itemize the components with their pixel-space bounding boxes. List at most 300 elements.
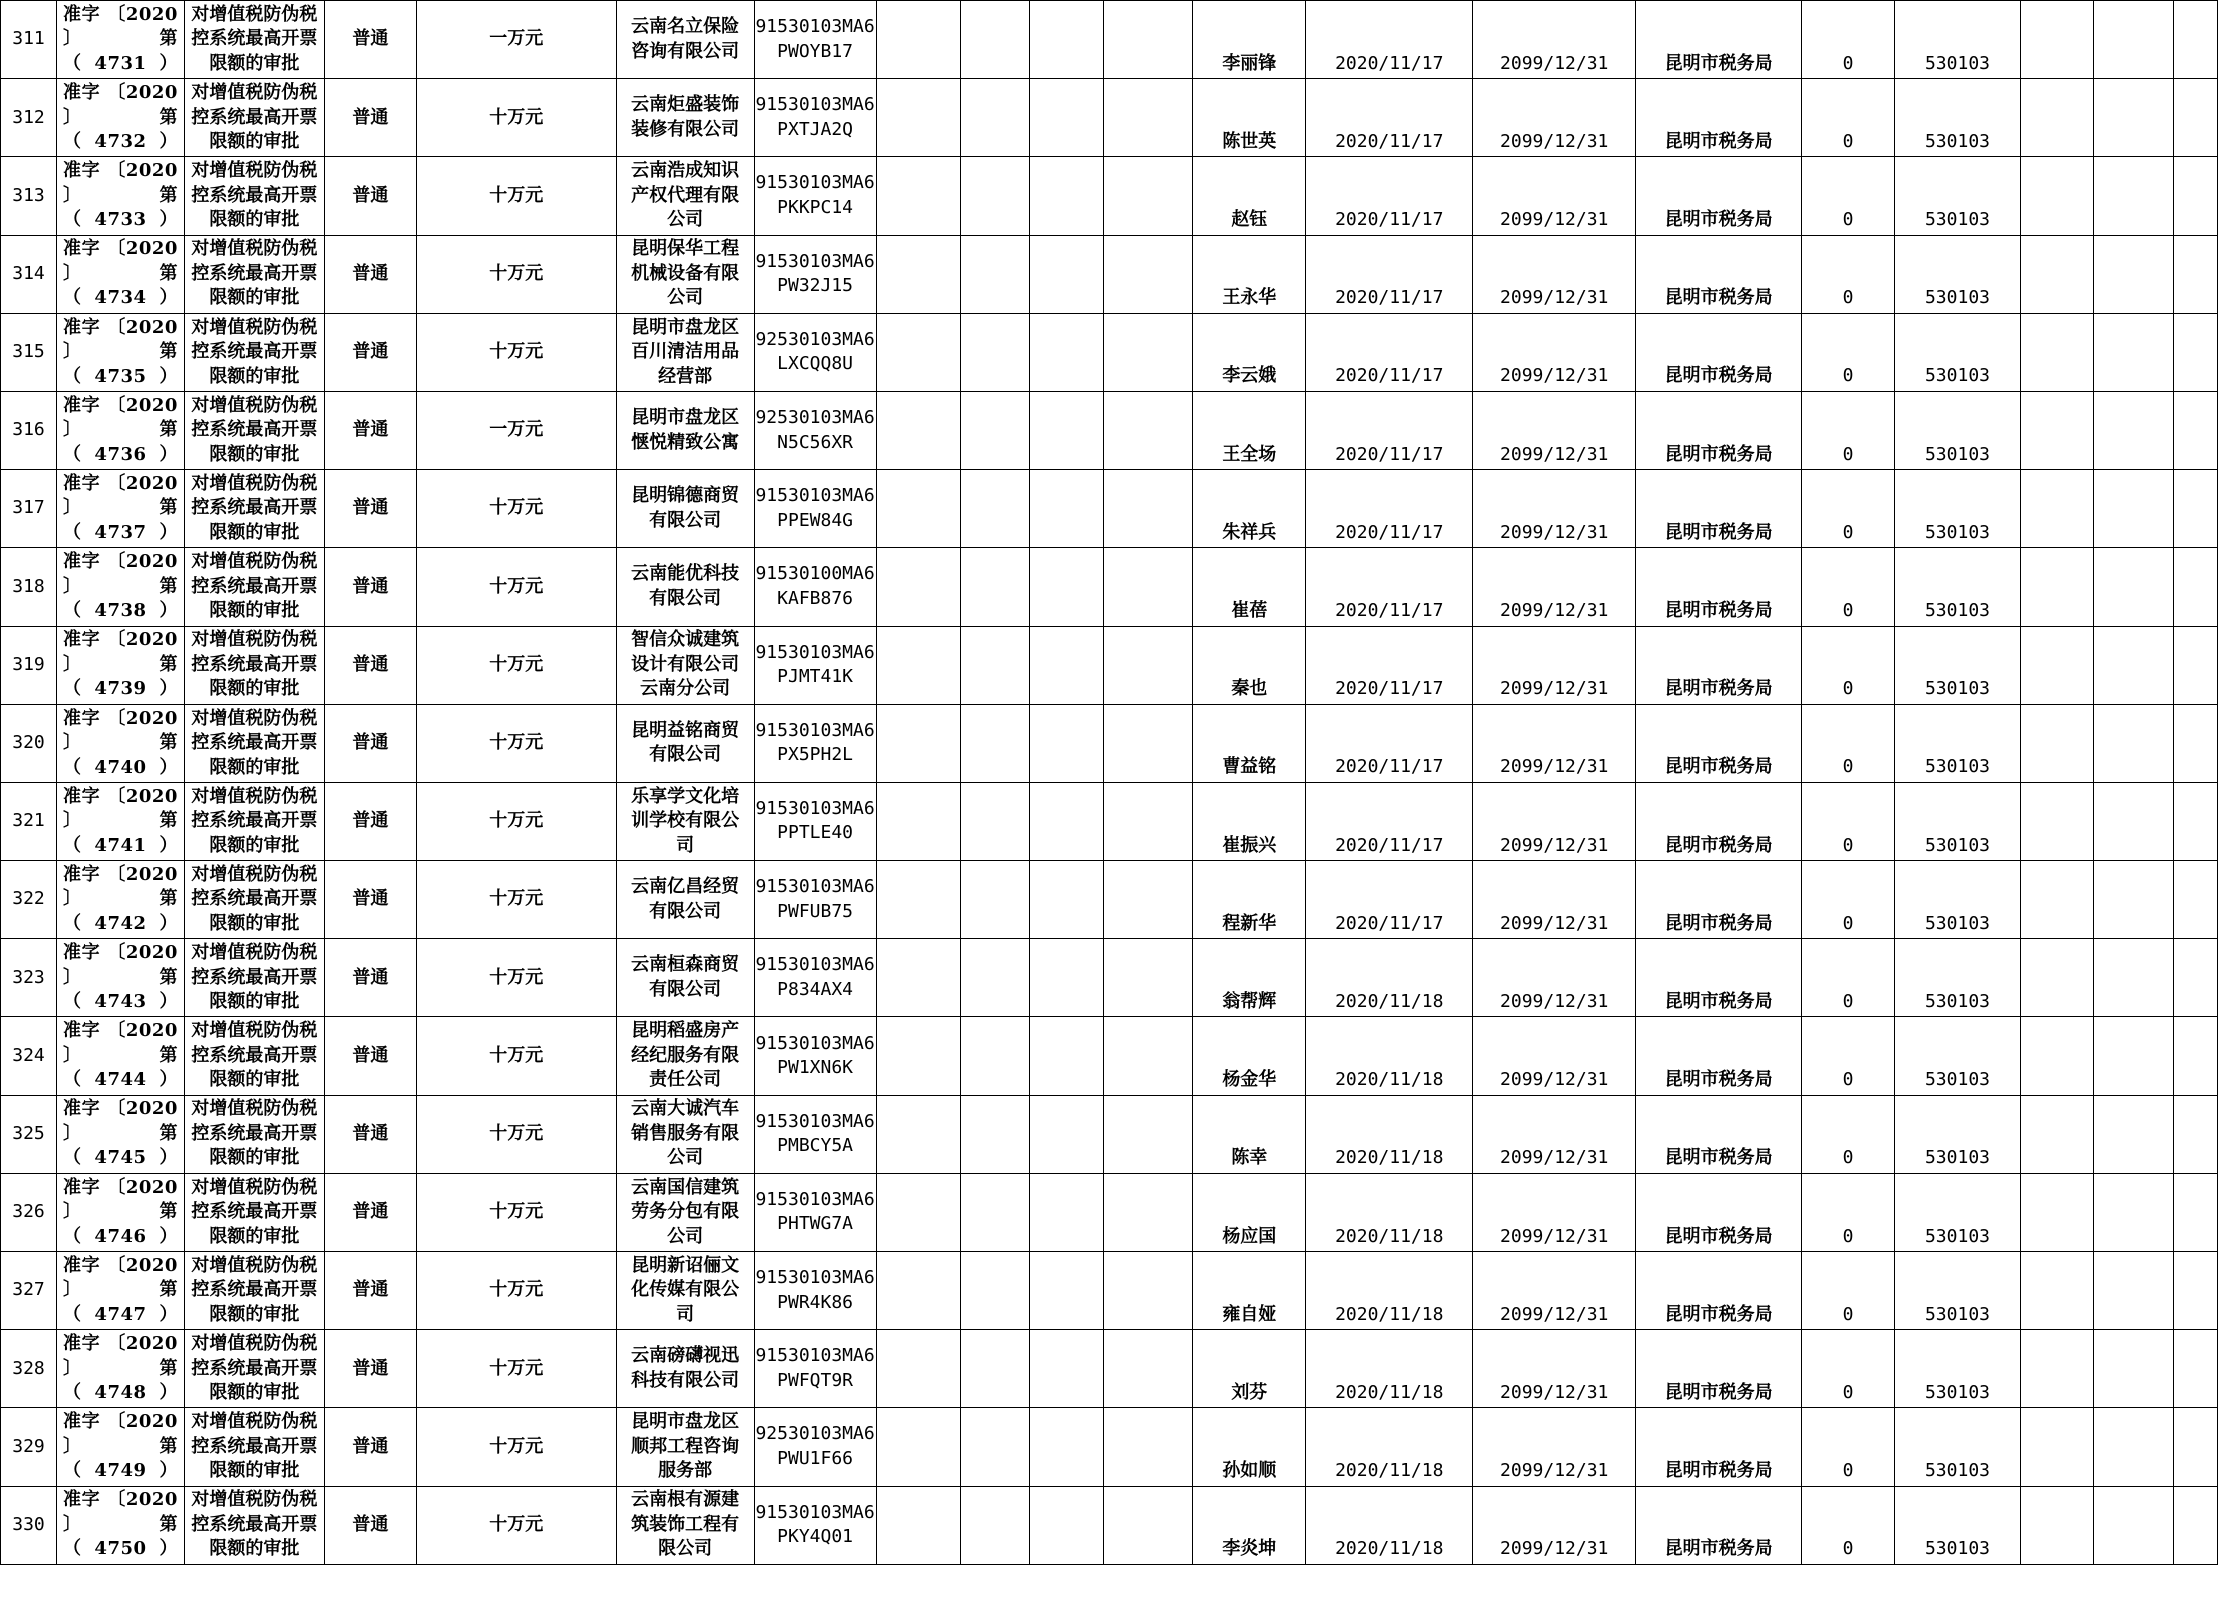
invoice-limit: 十万元 (416, 1173, 616, 1251)
invoice-limit: 十万元 (416, 1408, 616, 1486)
empty-cell (1104, 313, 1193, 391)
issuing-agency: 昆明市税务局 (1636, 79, 1802, 157)
invoice-limit: 十万元 (416, 235, 616, 313)
credit-code-line: PWFUB75 (777, 900, 854, 922)
license-type: 普通 (324, 1330, 416, 1408)
valid-from-date: 2020/11/18 (1306, 1173, 1473, 1251)
empty-cell (2173, 626, 2217, 704)
empty-cell (876, 1017, 960, 1095)
approval-item-line: 控系统最高开票 (191, 262, 318, 284)
empty-cell (2093, 1173, 2173, 1251)
document-number-line: （4733） (62, 209, 178, 231)
document-number-line: 〕 第 (62, 1044, 178, 1066)
row-number: 320 (1, 704, 57, 782)
company-name-line: 昆明益铭商贸 (631, 719, 740, 741)
company-name-line: 昆明市盘龙区 (631, 316, 740, 338)
region-code: 530103 (1895, 1486, 2021, 1564)
invoice-limit: 十万元 (416, 313, 616, 391)
table-row (1, 939, 2218, 1017)
document-number (56, 939, 184, 1017)
approval-item-line: 对增值税防伪税 (191, 785, 318, 807)
empty-cell (2020, 1408, 2093, 1486)
status-code: 0 (1802, 79, 1895, 157)
document-number-line: 〕 第 (62, 1279, 178, 1301)
document-number (56, 782, 184, 860)
empty-cell (1030, 157, 1104, 235)
company-name-line: 责任公司 (649, 1069, 722, 1091)
approval-item (184, 391, 324, 469)
row-number: 325 (1, 1095, 57, 1173)
company-name-line: 经纪服务有限 (631, 1044, 740, 1066)
empty-cell (960, 1486, 1030, 1564)
table-row (1, 157, 2218, 235)
invoice-limit: 十万元 (416, 548, 616, 626)
credit-code-line: 91530103MA6 (755, 1110, 875, 1132)
valid-from-date: 2020/11/17 (1306, 79, 1473, 157)
valid-to-date: 2099/12/31 (1473, 1252, 1636, 1330)
empty-cell (2093, 548, 2173, 626)
document-number (56, 157, 184, 235)
approval-item-line: 控系统最高开票 (191, 1279, 318, 1301)
empty-cell (960, 79, 1030, 157)
empty-cell (876, 1095, 960, 1173)
empty-cell (1104, 704, 1193, 782)
license-type: 普通 (324, 861, 416, 939)
empty-cell (2020, 157, 2093, 235)
approval-item-line: 对增值税防伪税 (191, 316, 318, 338)
document-number (56, 1330, 184, 1408)
approval-item (184, 1330, 324, 1408)
legal-representative: 李炎坤 (1193, 1486, 1306, 1564)
empty-cell (2173, 704, 2217, 782)
empty-cell (876, 391, 960, 469)
table-row (1, 1017, 2218, 1095)
issuing-agency: 昆明市税务局 (1636, 1095, 1802, 1173)
issuing-agency: 昆明市税务局 (1636, 1173, 1802, 1251)
empty-cell (960, 1330, 1030, 1408)
credit-code (754, 235, 876, 313)
empty-cell (876, 1252, 960, 1330)
region-code: 530103 (1895, 861, 2021, 939)
document-number-line: 准字 〔2020 (62, 1020, 178, 1042)
company-name-line: 云南分公司 (640, 678, 731, 700)
issuing-agency: 昆明市税务局 (1636, 1017, 1802, 1095)
valid-to-date: 2099/12/31 (1473, 1173, 1636, 1251)
empty-cell (1030, 939, 1104, 1017)
empty-cell (2020, 1017, 2093, 1095)
issuing-agency: 昆明市税务局 (1636, 861, 1802, 939)
document-number (56, 1095, 184, 1173)
company-name (616, 1095, 754, 1173)
empty-cell (876, 1408, 960, 1486)
license-type: 普通 (324, 704, 416, 782)
empty-cell (2093, 626, 2173, 704)
status-code: 0 (1802, 1408, 1895, 1486)
credit-code-line: PPTLE40 (777, 822, 854, 844)
legal-representative: 李丽锋 (1193, 1, 1306, 79)
legal-representative: 雍自娅 (1193, 1252, 1306, 1330)
credit-code-line: 92530103MA6 (755, 1423, 875, 1445)
empty-cell (2173, 861, 2217, 939)
empty-cell (2173, 1408, 2217, 1486)
valid-to-date: 2099/12/31 (1473, 313, 1636, 391)
company-name-line: 训学校有限公 (631, 810, 740, 832)
approval-item (184, 1, 324, 79)
document-number-line: 准字 〔2020 (62, 1176, 178, 1198)
issuing-agency: 昆明市税务局 (1636, 626, 1802, 704)
invoice-limit: 十万元 (416, 1017, 616, 1095)
company-name (616, 861, 754, 939)
approval-item (184, 548, 324, 626)
approval-item (184, 235, 324, 313)
valid-from-date: 2020/11/17 (1306, 861, 1473, 939)
approval-item (184, 157, 324, 235)
credit-code-line: PPEW84G (777, 509, 854, 531)
document-number-line: 〕 第 (62, 184, 178, 206)
credit-code-line: PJMT41K (777, 666, 854, 688)
approval-item (184, 1173, 324, 1251)
license-type: 普通 (324, 157, 416, 235)
invoice-limit: 十万元 (416, 157, 616, 235)
row-number: 316 (1, 391, 57, 469)
document-number (56, 548, 184, 626)
company-name (616, 79, 754, 157)
company-name (616, 1330, 754, 1408)
invoice-limit: 十万元 (416, 626, 616, 704)
company-name-line: 惬悦精致公寓 (631, 431, 740, 453)
invoice-limit: 十万元 (416, 1330, 616, 1408)
valid-from-date: 2020/11/17 (1306, 235, 1473, 313)
credit-code (754, 1486, 876, 1564)
approval-item-line: 对增值税防伪税 (191, 1176, 318, 1198)
empty-cell (876, 313, 960, 391)
approval-item-line: 限额的审批 (209, 1460, 300, 1482)
document-number-line: 〕 第 (62, 966, 178, 988)
region-code: 530103 (1895, 1, 2021, 79)
empty-cell (2173, 939, 2217, 1017)
region-code: 530103 (1895, 157, 2021, 235)
empty-cell (2093, 939, 2173, 1017)
empty-cell (2173, 1, 2217, 79)
empty-cell (876, 782, 960, 860)
credit-code-line: PW32J15 (777, 275, 854, 297)
row-number: 319 (1, 626, 57, 704)
empty-cell (960, 1017, 1030, 1095)
credit-code-line: PW1XN6K (777, 1057, 854, 1079)
issuing-agency: 昆明市税务局 (1636, 1252, 1802, 1330)
approval-item-line: 限额的审批 (209, 1303, 300, 1325)
valid-to-date: 2099/12/31 (1473, 782, 1636, 860)
empty-cell (876, 79, 960, 157)
empty-cell (960, 782, 1030, 860)
document-number-line: （4749） (62, 1460, 178, 1482)
document-number-line: （4740） (62, 756, 178, 778)
approval-item-line: 控系统最高开票 (191, 1357, 318, 1379)
region-code: 530103 (1895, 391, 2021, 469)
valid-from-date: 2020/11/17 (1306, 704, 1473, 782)
row-number: 328 (1, 1330, 57, 1408)
empty-cell (1104, 1017, 1193, 1095)
approval-item-line: 限额的审批 (209, 365, 300, 387)
document-number-line: 准字 〔2020 (62, 3, 178, 25)
document-number-line: 〕 第 (62, 575, 178, 597)
company-name-line: 公司 (667, 209, 704, 231)
credit-code (754, 1330, 876, 1408)
license-type: 普通 (324, 235, 416, 313)
credit-code-line: PWR4K86 (777, 1291, 854, 1313)
document-number (56, 1, 184, 79)
company-name-line: 劳务分包有限 (631, 1201, 740, 1223)
approval-item-line: 限额的审批 (209, 678, 300, 700)
table-row (1, 1252, 2218, 1330)
company-name-line: 云南大诚汽车 (631, 1098, 740, 1120)
document-number-line: 准字 〔2020 (62, 1489, 178, 1511)
empty-cell (2173, 1173, 2217, 1251)
invoice-limit: 十万元 (416, 939, 616, 1017)
approval-item-line: 限额的审批 (209, 1538, 300, 1560)
company-name-line: 云南亿昌经贸 (631, 876, 740, 898)
valid-to-date: 2099/12/31 (1473, 1095, 1636, 1173)
credit-code-line: KAFB876 (777, 587, 854, 609)
empty-cell (1030, 626, 1104, 704)
empty-cell (2020, 1330, 2093, 1408)
company-name-line: 经营部 (658, 365, 713, 387)
approval-item-line: 控系统最高开票 (191, 1122, 318, 1144)
approval-item (184, 79, 324, 157)
credit-code-line: PMBCY5A (777, 1135, 854, 1157)
region-code: 530103 (1895, 782, 2021, 860)
empty-cell (2173, 470, 2217, 548)
credit-code (754, 313, 876, 391)
document-number-line: （4743） (62, 991, 178, 1013)
company-name-line: 云南名立保险 (631, 16, 740, 38)
document-number (56, 235, 184, 313)
approval-item-line: 控系统最高开票 (191, 732, 318, 754)
company-name-line: 服务部 (658, 1460, 713, 1482)
legal-representative: 程新华 (1193, 861, 1306, 939)
credit-code-line: 91530103MA6 (755, 1267, 875, 1289)
issuing-agency: 昆明市税务局 (1636, 782, 1802, 860)
document-number-line: 〕 第 (62, 497, 178, 519)
document-number-line: （4747） (62, 1303, 178, 1325)
empty-cell (960, 704, 1030, 782)
approval-item (184, 470, 324, 548)
empty-cell (1030, 1095, 1104, 1173)
table-row (1, 704, 2218, 782)
empty-cell (1030, 235, 1104, 313)
empty-cell (1104, 79, 1193, 157)
legal-representative: 刘芬 (1193, 1330, 1306, 1408)
company-name (616, 1252, 754, 1330)
approval-item-line: 控系统最高开票 (191, 810, 318, 832)
empty-cell (960, 861, 1030, 939)
document-number (56, 704, 184, 782)
company-name-line: 昆明市盘龙区 (631, 1411, 740, 1433)
credit-code-line: 91530103MA6 (755, 485, 875, 507)
approval-item-line: 对增值税防伪税 (191, 707, 318, 729)
status-code: 0 (1802, 1330, 1895, 1408)
status-code: 0 (1802, 626, 1895, 704)
document-number-line: 准字 〔2020 (62, 1411, 178, 1433)
approval-item-line: 对增值税防伪税 (191, 551, 318, 573)
company-name-line: 云南根有源建 (631, 1489, 740, 1511)
document-number-line: （4742） (62, 912, 178, 934)
issuing-agency: 昆明市税务局 (1636, 391, 1802, 469)
empty-cell (876, 704, 960, 782)
empty-cell (960, 1095, 1030, 1173)
row-number: 326 (1, 1173, 57, 1251)
credit-code-line: 91530103MA6 (755, 172, 875, 194)
approval-item-line: 对增值税防伪税 (191, 1489, 318, 1511)
status-code: 0 (1802, 1173, 1895, 1251)
valid-to-date: 2099/12/31 (1473, 235, 1636, 313)
approval-item-line: 对增值税防伪税 (191, 1254, 318, 1276)
company-name (616, 1486, 754, 1564)
approval-item-line: 限额的审批 (209, 600, 300, 622)
region-code: 530103 (1895, 235, 2021, 313)
license-type: 普通 (324, 1408, 416, 1486)
empty-cell (2020, 939, 2093, 1017)
empty-cell (2020, 79, 2093, 157)
region-code: 530103 (1895, 470, 2021, 548)
approval-item-line: 控系统最高开票 (191, 888, 318, 910)
document-number-line: 〕 第 (62, 1201, 178, 1223)
credit-code-line: PXTJA2Q (777, 118, 854, 140)
license-type: 普通 (324, 1252, 416, 1330)
empty-cell (2020, 1095, 2093, 1173)
credit-code-line: 91530103MA6 (755, 954, 875, 976)
empty-cell (960, 470, 1030, 548)
table-row (1, 1173, 2218, 1251)
empty-cell (1030, 1408, 1104, 1486)
credit-code-line: 91530103MA6 (755, 797, 875, 819)
document-number-line: 准字 〔2020 (62, 394, 178, 416)
issuing-agency: 昆明市税务局 (1636, 1330, 1802, 1408)
empty-cell (2020, 1486, 2093, 1564)
empty-cell (2093, 704, 2173, 782)
approval-item-line: 对增值税防伪税 (191, 1411, 318, 1433)
approval-item (184, 1252, 324, 1330)
region-code: 530103 (1895, 1017, 2021, 1095)
table-row (1, 1, 2218, 79)
empty-cell (960, 626, 1030, 704)
credit-code (754, 626, 876, 704)
region-code: 530103 (1895, 1408, 2021, 1486)
approval-item-line: 对增值税防伪税 (191, 629, 318, 651)
region-code: 530103 (1895, 704, 2021, 782)
empty-cell (1104, 1095, 1193, 1173)
company-name (616, 391, 754, 469)
status-code: 0 (1802, 313, 1895, 391)
document-number-line: （4744） (62, 1069, 178, 1091)
company-name-line: 昆明保华工程 (631, 238, 740, 260)
legal-representative: 秦也 (1193, 626, 1306, 704)
credit-code-line: 91530103MA6 (755, 1345, 875, 1367)
empty-cell (1104, 782, 1193, 860)
issuing-agency: 昆明市税务局 (1636, 548, 1802, 626)
status-code: 0 (1802, 1252, 1895, 1330)
empty-cell (1030, 391, 1104, 469)
empty-cell (2093, 1095, 2173, 1173)
empty-cell (2093, 1017, 2173, 1095)
company-name-line: 公司 (667, 287, 704, 309)
empty-cell (1104, 1486, 1193, 1564)
document-number-line: （4741） (62, 834, 178, 856)
document-number-line: 〕 第 (62, 419, 178, 441)
table-row (1, 626, 2218, 704)
legal-representative: 崔振兴 (1193, 782, 1306, 860)
document-number-line: 准字 〔2020 (62, 1098, 178, 1120)
empty-cell (1030, 704, 1104, 782)
empty-cell (960, 548, 1030, 626)
approval-item-line: 限额的审批 (209, 756, 300, 778)
license-type: 普通 (324, 1095, 416, 1173)
approval-item-line: 对增值税防伪税 (191, 942, 318, 964)
issuing-agency: 昆明市税务局 (1636, 470, 1802, 548)
empty-cell (2093, 1252, 2173, 1330)
valid-from-date: 2020/11/17 (1306, 157, 1473, 235)
empty-cell (2093, 79, 2173, 157)
approval-item (184, 1486, 324, 1564)
row-number: 317 (1, 470, 57, 548)
document-number-line: 准字 〔2020 (62, 1254, 178, 1276)
region-code: 530103 (1895, 79, 2021, 157)
status-code: 0 (1802, 1017, 1895, 1095)
credit-code-line: PWFQT9R (777, 1369, 854, 1391)
empty-cell (1104, 626, 1193, 704)
company-name (616, 313, 754, 391)
credit-code-line: PWU1F66 (777, 1447, 854, 1469)
license-type: 普通 (324, 1, 416, 79)
issuing-agency: 昆明市税务局 (1636, 939, 1802, 1017)
company-name-line: 昆明市盘龙区 (631, 407, 740, 429)
status-code: 0 (1802, 939, 1895, 1017)
empty-cell (960, 391, 1030, 469)
empty-cell (960, 1252, 1030, 1330)
valid-to-date: 2099/12/31 (1473, 939, 1636, 1017)
approval-item (184, 939, 324, 1017)
empty-cell (1030, 548, 1104, 626)
empty-cell (960, 313, 1030, 391)
empty-cell (1104, 1173, 1193, 1251)
legal-representative: 朱祥兵 (1193, 470, 1306, 548)
credit-code-line: 92530103MA6 (755, 328, 875, 350)
license-type: 普通 (324, 1486, 416, 1564)
empty-cell (2173, 1252, 2217, 1330)
approval-item-line: 限额的审批 (209, 1147, 300, 1169)
approval-item (184, 626, 324, 704)
approval-item (184, 704, 324, 782)
license-type: 普通 (324, 470, 416, 548)
approval-item (184, 782, 324, 860)
company-name-line: 顺邦工程咨询 (631, 1435, 740, 1457)
empty-cell (2020, 470, 2093, 548)
invoice-limit: 十万元 (416, 1252, 616, 1330)
valid-to-date: 2099/12/31 (1473, 704, 1636, 782)
approval-item-line: 限额的审批 (209, 1069, 300, 1091)
document-number-line: （4737） (62, 521, 178, 543)
company-name-line: 科技有限公司 (631, 1369, 740, 1391)
empty-cell (2093, 313, 2173, 391)
empty-cell (2173, 313, 2217, 391)
row-number: 321 (1, 782, 57, 860)
approval-item-line: 控系统最高开票 (191, 28, 318, 50)
empty-cell (2020, 861, 2093, 939)
credit-code (754, 861, 876, 939)
company-name (616, 157, 754, 235)
row-number: 313 (1, 157, 57, 235)
document-number-line: 准字 〔2020 (62, 1333, 178, 1355)
